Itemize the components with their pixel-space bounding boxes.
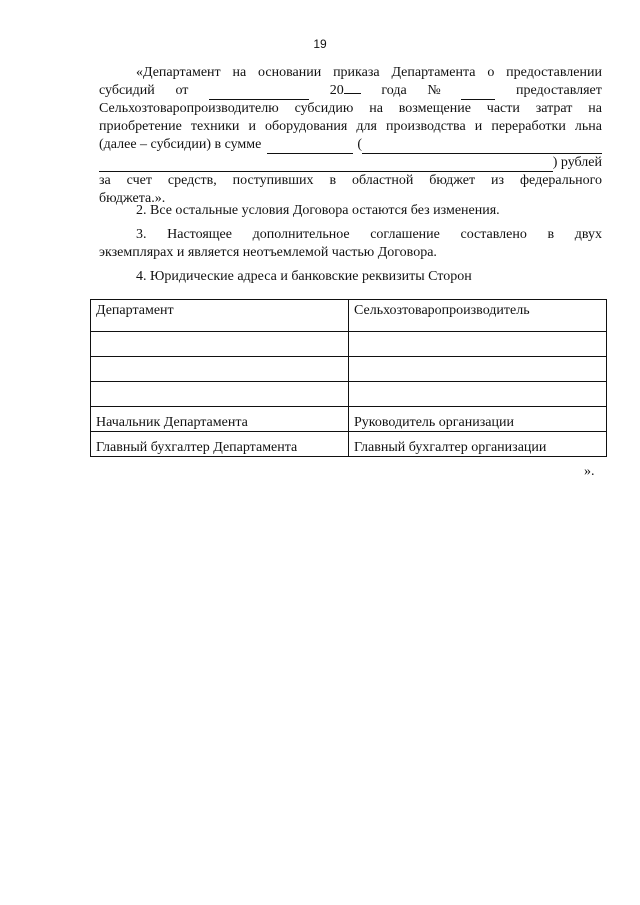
requisites-table xyxy=(90,299,607,457)
table-row xyxy=(91,300,607,332)
page-number: 19 xyxy=(313,37,327,51)
paragraph-copies-line-2: экземплярах и является неотъемлемой частью Договора. xyxy=(99,245,437,260)
paragraph-subsidy-line-6 xyxy=(99,154,602,172)
amount-blank xyxy=(267,140,353,154)
paragraph-subsidy-line-3: Сельхозтоваропроизводителю субсидию на возмещение части затрат на xyxy=(99,101,602,116)
paragraph-subsidy-line-7: за счет средств, поступивших в областной бюджет из федерального xyxy=(99,173,602,188)
number-sign: № xyxy=(427,83,441,98)
order-number-blank xyxy=(461,86,495,100)
paragraph-subsidy xyxy=(99,64,602,208)
table-row xyxy=(91,357,607,382)
amount-words-open: ( xyxy=(357,137,363,152)
paragraph-subsidy-line-5 xyxy=(99,136,602,154)
paragraph-subsidy-line-4: приобретение техники и оборудования для производства и переработки льна xyxy=(99,119,602,134)
paragraph-copies xyxy=(99,226,602,262)
table-cell-empty xyxy=(91,332,349,357)
amount-words-blank-2 xyxy=(99,158,553,172)
table-cell-empty xyxy=(349,332,607,357)
table-cell-department-accountant: Главный бухгалтер Департамента xyxy=(91,432,349,457)
paragraph-requisites: 4. Юридические адреса и банковские реквизиты Сторон xyxy=(136,269,472,284)
table-cell-empty xyxy=(349,382,607,407)
closing-quote: ». xyxy=(584,464,595,479)
amount-words-blank-1 xyxy=(362,140,602,154)
word-provides: предоставляет xyxy=(516,83,602,98)
table-row xyxy=(91,332,607,357)
paragraph-subsidy-line-2 xyxy=(99,82,602,100)
year-field: 20 xyxy=(330,80,361,100)
word-from: от xyxy=(175,83,189,98)
table-cell-department-head: Начальник Департамента xyxy=(91,407,349,432)
table-row xyxy=(91,432,607,457)
table-cell-producer-header: Сельхозтоваропроизводитель xyxy=(349,300,607,332)
paragraph-subsidy-line-8: бюджета.». xyxy=(99,191,166,206)
date-blank xyxy=(209,86,309,100)
table-cell-organization-accountant: Главный бухгалтер организации xyxy=(349,432,607,457)
paragraph-conditions: 2. Все остальные условия Договора остаются без изменения. xyxy=(136,203,500,218)
table-cell-department-header: Департамент xyxy=(91,300,349,332)
table-cell-empty xyxy=(91,357,349,382)
amount-words-close: ) рублей xyxy=(552,155,602,170)
table-cell-organization-head: Руководитель организации xyxy=(349,407,607,432)
table-cell-empty xyxy=(91,382,349,407)
table-row xyxy=(91,407,607,432)
word-subsidies: субсидий xyxy=(99,83,155,98)
amount-label: (далее – субсидии) в сумме xyxy=(99,137,262,152)
paragraph-copies-line-1: 3. Настоящее дополнительное соглашение составлено в двух xyxy=(136,227,602,242)
table-cell-empty xyxy=(349,357,607,382)
word-year: года xyxy=(381,83,407,98)
paragraph-subsidy-line-1: «Департамент на основании приказа Департамента о предоставлении xyxy=(136,65,602,80)
table-row xyxy=(91,382,607,407)
